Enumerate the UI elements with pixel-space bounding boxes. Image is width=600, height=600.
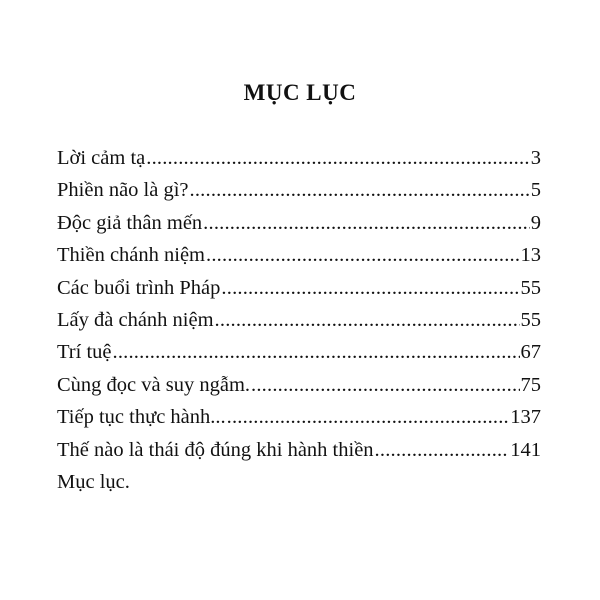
toc-entry <box>57 207 541 239</box>
page-title: MỤC LỤC <box>243 80 357 105</box>
toc-entry-page: 3 <box>530 147 541 169</box>
toc-entry-page: 75 <box>520 373 541 396</box>
toc-entry-page: 55 <box>520 276 541 299</box>
toc-entry <box>57 239 541 271</box>
toc-entry-label: Trí tuệ <box>57 341 112 364</box>
toc-entry-label: Cùng đọc và suy ngẫm. <box>57 373 251 396</box>
toc-entry-label: Phiền não là gì? <box>57 179 189 202</box>
toc-entry-label: Thiền chánh niệm <box>57 244 206 267</box>
toc-entry-last: Mục lục. <box>57 470 130 493</box>
toc-leader-dots <box>190 174 530 206</box>
toc-entry-page: 137 <box>510 406 541 429</box>
toc-entry <box>57 434 541 466</box>
toc-leader-dots <box>251 369 519 401</box>
toc-entry-page: 141 <box>510 438 541 461</box>
toc-entry-page: 13 <box>520 244 541 267</box>
toc-leader-dots <box>375 434 510 466</box>
toc-entry <box>57 369 541 401</box>
toc-entry <box>57 272 541 304</box>
toc-leader-dots <box>221 272 519 304</box>
toc-entry-label: Lấy đà chánh niệm <box>57 308 214 331</box>
toc-entry-label: Tiếp tục thực hành... <box>57 406 226 429</box>
toc-entry-label: Độc giả thân mến <box>57 211 203 234</box>
toc-entry <box>57 304 541 336</box>
toc-leader-dots <box>203 207 530 239</box>
toc-entry-page: 9 <box>530 211 541 234</box>
toc-entry-label: Lời cảm tạ <box>57 147 146 169</box>
toc-entry-page: 55 <box>520 308 541 331</box>
toc-entry-page: 67 <box>520 341 541 364</box>
toc-entry <box>57 401 541 433</box>
toc-leader-dots <box>113 336 520 368</box>
toc-entry <box>57 142 541 174</box>
toc-leader-dots <box>215 304 520 336</box>
toc-entry-label: Thế nào là thái độ đúng khi hành thiền <box>57 438 374 461</box>
toc-entry-label: Các buổi trình Pháp <box>57 276 221 299</box>
toc-entry <box>57 174 541 206</box>
toc-entry <box>57 336 541 368</box>
toc-leader-dots <box>227 401 510 433</box>
toc-leader-dots <box>206 239 519 271</box>
table-of-contents <box>57 142 541 498</box>
toc-entry-page: 5 <box>530 179 541 202</box>
toc-leader-dots <box>146 142 530 174</box>
